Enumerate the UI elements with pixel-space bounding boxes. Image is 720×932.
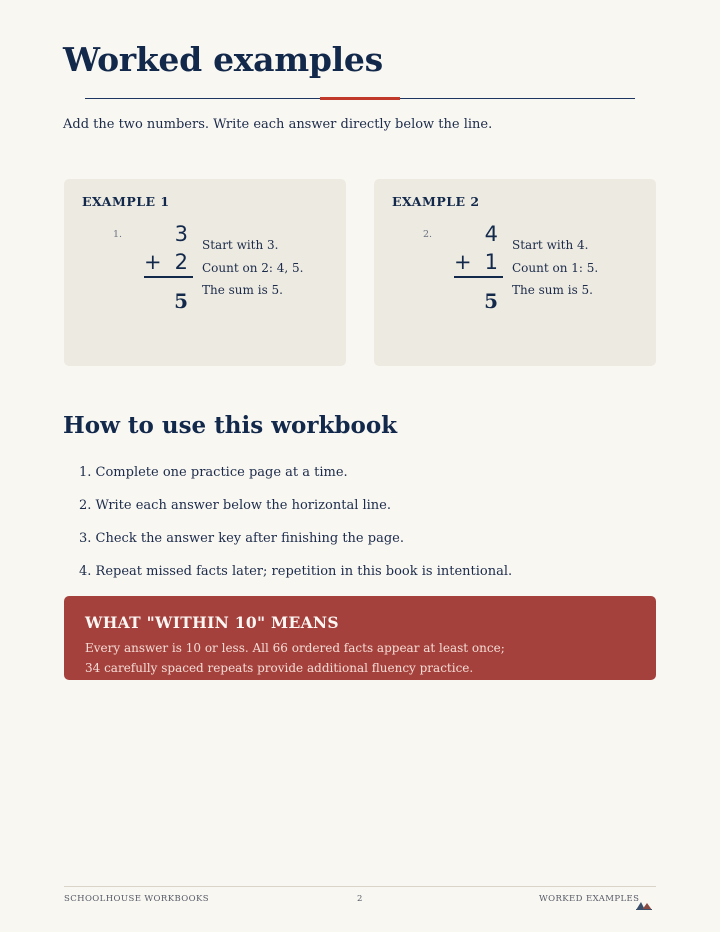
callout-text: Every answer is 10 or less. All 66 ordered facts appear at least once; <box>85 641 505 655</box>
footer-divider <box>64 886 656 887</box>
footer-section: WORKED EXAMPLES <box>539 894 640 904</box>
howto-item: 3. Check the answer key after finishing the page. <box>79 531 404 546</box>
plus-sign: + <box>144 250 162 274</box>
sum-line <box>144 276 193 278</box>
example-card-1 <box>64 179 346 366</box>
top-addend: 4 <box>484 222 498 246</box>
mountains-icon <box>636 900 652 910</box>
sum-answer: 5 <box>174 289 188 313</box>
callout-heading: WHAT "WITHIN 10" MEANS <box>85 613 339 632</box>
problem-number: 2. <box>423 229 433 240</box>
step-text: Count on 2: 4, 5. <box>202 260 304 275</box>
howto-item: 2. Write each answer below the horizontal line. <box>79 498 392 513</box>
sum-answer: 5 <box>484 289 498 313</box>
page-title: Worked examples <box>63 40 383 79</box>
step-text: The sum is 5. <box>202 283 283 297</box>
howto-item: 4. Repeat missed facts later; repetition in this book is intentional. <box>79 564 513 579</box>
bottom-addend: 1 <box>484 250 498 274</box>
steps-list <box>512 234 598 302</box>
problem-number: 1. <box>113 229 123 240</box>
plus-sign: + <box>454 250 472 274</box>
steps-list <box>202 234 303 302</box>
top-addend: 3 <box>174 222 188 246</box>
page-number: 2 <box>357 894 363 904</box>
bottom-addend: 2 <box>174 250 188 274</box>
footer-publisher: SCHOOLHOUSE WORKBOOKS <box>64 894 209 904</box>
step-text: Count on 1: 5. <box>512 260 599 275</box>
example-label: EXAMPLE 1 <box>82 194 170 209</box>
step-text: Start with 4. <box>512 238 589 252</box>
example-label: EXAMPLE 2 <box>392 194 480 209</box>
howto-item: 1. Complete one practice page at a time. <box>79 465 348 480</box>
step-text: The sum is 5. <box>512 283 593 297</box>
callout-box <box>64 596 656 680</box>
intro-text: Add the two numbers. Write each answer directly below the line. <box>63 117 493 132</box>
example-card-2 <box>374 179 656 366</box>
callout-text: 34 carefully spaced repeats provide additional fluency practice. <box>85 661 474 675</box>
section-title: How to use this workbook <box>63 412 398 439</box>
sum-line <box>454 276 503 278</box>
title-accent-bar <box>320 97 400 100</box>
step-text: Start with 3. <box>202 238 279 252</box>
howto-list <box>79 463 512 595</box>
